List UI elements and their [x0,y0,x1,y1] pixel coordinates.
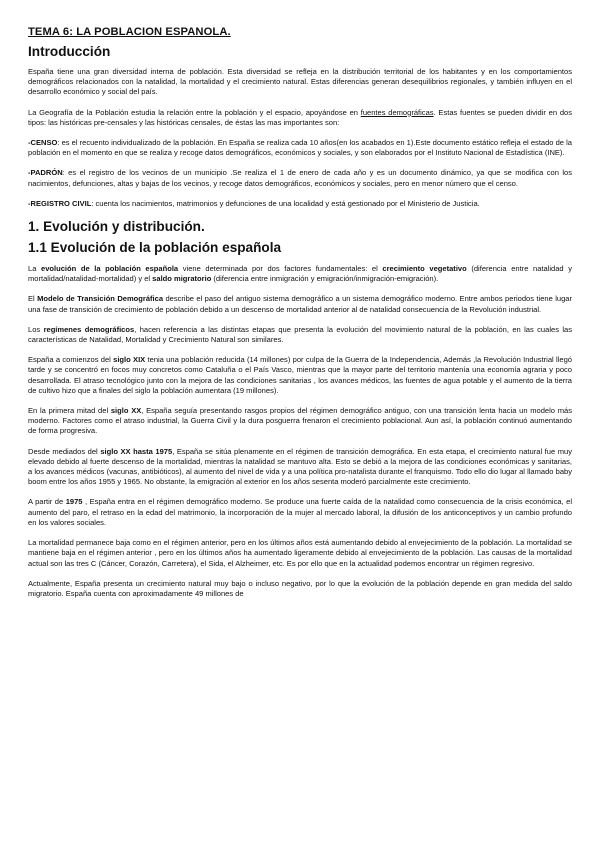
text-run: Desde mediados del [28,446,101,456]
evolution-paragraph-7 [28,497,572,528]
bold-term: siglo XX hasta 1975 [100,446,173,456]
document-title: TEMA 6: LA POBLACION ESPANOLA. [28,26,231,38]
text-run: A partir de [28,497,66,507]
text-run: , España entra en el régimen demográfico moderno. Se produce una fuerte caída de la natalidad como consecuencia de la crisis económica, el aumento del paro, el retraso en la edad del matrimonio, la incorporación de la mujer al mercado laboral, la difusión de los anticonceptivos y un cambio profundo en los valores sociales. [28,497,573,527]
fuentes-demograficas-link[interactable]: fuentes demográficas [360,107,434,117]
text-run: España a comienzos del [28,355,114,365]
section-1-heading: 1. Evolución y distribución. [28,219,205,235]
text-run: , España se sitúa plenamente en el régimen de transición demográfica. En esta etapa, el crecimiento natural fue muy elevado debido al fuerte descenso de la mortalidad, mientras la natalidad se mantuvo alta. Esto se debió a la mejora de las condiciones económicas y sanitarias, a los avances médicos (vacunas, antibióticos), al aumento del nivel de vida y a una política pro-natalista durante el franquismo. Todo ello dio lugar al llamado baby boom entre los años 1955 y 1965. No obstante, la emigración al exterior en los años sesenta moderó parcialmente este crecimiento. [28,446,572,487]
bold-term: crecimiento vegetativo [382,264,467,274]
text-run: En la primera mitad del [28,406,111,416]
evolution-paragraph-9: Actualmente, España presenta un crecimiento natural muy bajo o incluso negativo, por lo que la evolución de la población depende en gran medida del saldo migratorio. España cuenta con aproximadamente 49 millones de [28,578,572,598]
padron-paragraph [28,168,572,188]
text-run: tenia una población reducida (14 millones) por culpa de la Guerra de la Independencia, Además ,la Revolución Industrial llegó tarde y se concentró en focos muy concretos como Cataluña o el País Vasco, mientras que la mayor parte del territorio mantenía una economía agraria y poco desarrollada. El atraso tecnológico junto con la mejora de las condiciones sanitarias , los avances médicos, las fuentes de agua potable y el aumento de la tierra de cultivo hizo que a finales del siglo la población aumentara (19 millones). [28,355,572,395]
evolution-paragraph-4 [28,355,572,396]
document-page [28,26,572,609]
evolution-paragraph-2 [28,294,572,314]
text-run: (diferencia entre inmigración y emigración/inmigración-emigración). [211,274,439,284]
bold-term: siglo XX [110,406,142,416]
text-run: describe el paso del antiguo sistema demográfico a un sistema demográfico moderno. Entre ambos periodos tiene lugar una fase de transición de crecimiento de población debido a un descenso de mortalidad anterior al de natalidad consecuencia de la Revolución industrial. [28,294,572,314]
censo-label: -CENSO [28,138,58,148]
section-1-1-heading: 1.1 Evolución de la población española [28,240,282,256]
intro-heading: Introducción [28,44,111,59]
bold-term: evolución de la población española [41,264,179,274]
text-run: . Estas fuentes se pueden dividir en dos tipos: las históricas pre-censales y las históricas censales, de éstas las mas importantes son: [28,107,572,127]
evolution-paragraph-5 [28,406,572,437]
text-run: : es el registro de los vecinos de un municipio .Se realiza el 1 de enero de cada año y es un documento dinámico, ya que se modifica con los nacimientos, defunciones, altas y bajas de los vecinos, y recoge datos demográficos, económicos y sociales, pero en menor número que el censo. [28,168,572,188]
text-run: : es el recuento individualizado de la población. En España se realiza cada 10 años(en los acabados en 1).Este documento estático refleja el estado de la población en el momento en que se realiza y recoge datos demográficos, económicos y sociales, y son elaborados por el Instituto Nacional de Estadística (INE). [28,138,572,158]
text-run: El [28,294,38,304]
text-run: viene determinada por dos factores fundamentales: el [178,264,383,274]
text-run: , hacen referencia a las distintas etapas que presenta la evolución del movimiento natural de la población, en las cuales las características de Natalidad, Mortalidad y Crecimiento Natural son similares. [28,324,573,345]
censo-paragraph [28,138,572,158]
bold-term: 1975 [65,497,83,507]
evolution-paragraph-8: La mortalidad permanece baja como en el régimen anterior, pero en los últimos años está aumentando debido al envejecimiento de la población. La mortalidad se mantiene baja en el régimen anterior , pero en los últimos años ha aumentado ligeramente debido al envejecimiento de la población. Las causas de la mortalidad actual son las tres C (Cáncer, Corazón, Carretera), el Sida, el Alzheimer, etc. Es por ello que en la actualidad podemos encontrar un régimen regresivo. [28,538,572,568]
bold-term: regímenes demográficos [43,324,135,334]
text-run: La [28,264,42,274]
text-run: La Geografía de la Población estudia la relación entre la población y el espacio, apoyándose en [28,107,361,117]
registro-civil-label: -REGISTRO CIVIL [28,198,92,208]
bold-term: saldo migratorio [152,274,212,284]
text-run: (diferencia entre natalidad y mortalidad/natalidad-mortalidad) y el [28,264,573,284]
padron-label: -PADRÓN [28,168,63,178]
intro-paragraph-2 [28,108,572,128]
text-run: , España seguía presentando rasgos propios del régimen demográfico antiguo, con una transición lenta hacia un modelo más moderno. Factores como el atraso industrial, la Guerra Civil y la dura posguerra frenaron el crecimiento poblacional. Aun así, la población continuó aumentando de forma progresiva. [28,406,572,436]
bold-term: siglo XIX [113,355,146,365]
text-run: : cuenta los nacimientos, matrimonios y defunciones de una localidad y está gestionado por el Ministerio de Justicia. [91,198,480,208]
evolution-paragraph-6 [28,447,572,488]
evolution-paragraph-1 [28,264,572,284]
intro-paragraph-1: España tiene una gran diversidad interna de población. Esta diversidad se refleja en la distribución territorial de los habitantes y en los comportamientos demográficos relacionados con la natalidad, la mortalidad y el crecimiento natural. Estas diferencias generan desequilibrios regionales, y también influyen en el desarrollo económico y social del país. [28,67,572,97]
registro-civil-paragraph [28,199,572,209]
text-run: Los [28,324,44,334]
evolution-paragraph-3 [28,325,572,345]
bold-term: Modelo de Transición Demográfica [37,294,164,304]
